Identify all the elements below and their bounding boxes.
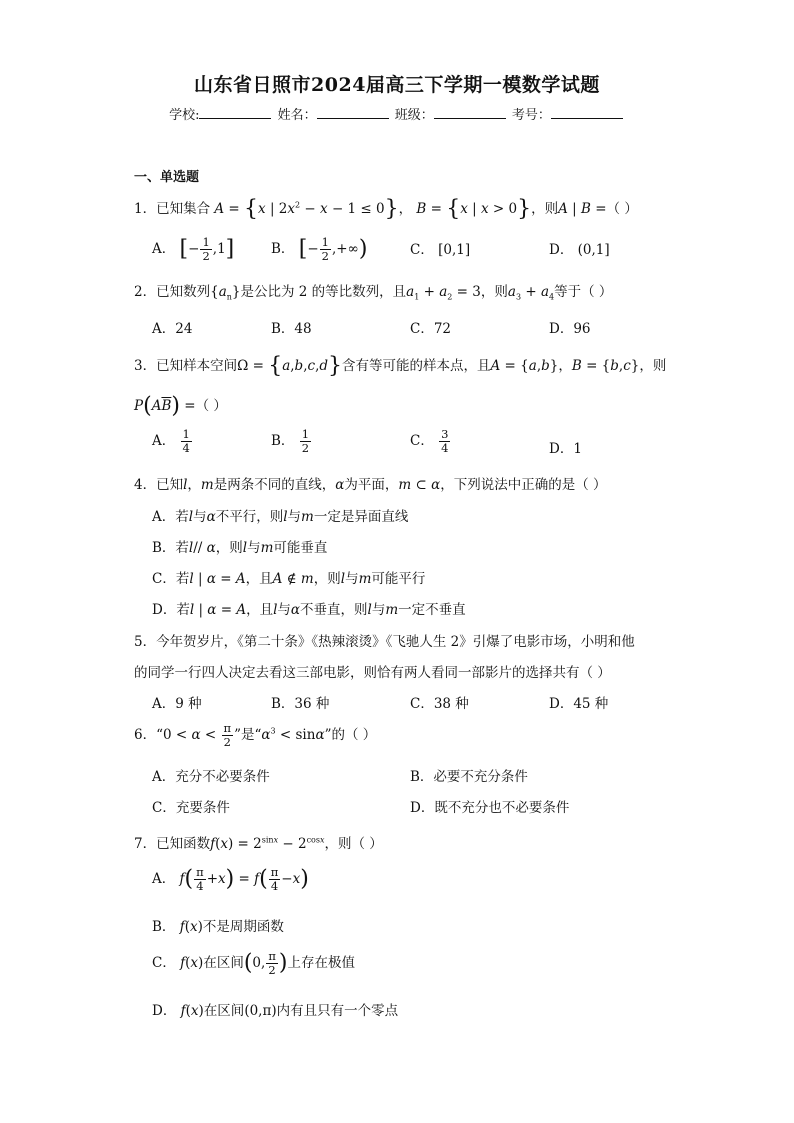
formula: $P(A\overline{B})$ = xyxy=(134,393,196,419)
option-text: ，则 xyxy=(313,571,341,587)
question-text: （ ） xyxy=(606,201,638,217)
formula: $a_1 + a_2 = 3$ xyxy=(406,284,481,302)
option-6a[interactable]: A．充分不必要条件 xyxy=(152,769,270,785)
question-3 xyxy=(134,354,666,378)
question-text: 已知样本空间 xyxy=(156,358,238,374)
question-7 xyxy=(134,832,383,852)
option-1b[interactable]: B． [− $\frac{1}{2}$ ,+∞) xyxy=(271,235,368,264)
option-text: 与 xyxy=(247,540,261,556)
question-number: 6． xyxy=(134,727,157,744)
question-5-cont xyxy=(134,661,611,681)
option-label: B． xyxy=(271,433,295,450)
option-text: 一定不垂直 xyxy=(398,602,466,618)
formula: $f(x) = 2^{sinx} - 2^{cosx}$ xyxy=(210,835,325,852)
question-text: ，则 xyxy=(639,358,667,374)
option-label: A． xyxy=(152,433,176,450)
school-label: 学校: xyxy=(169,108,200,123)
option-text: 在区间 xyxy=(203,1003,245,1019)
class-label: 班级： xyxy=(394,108,434,123)
option-1a[interactable]: A． [− $\frac{1}{2}$ ,1] xyxy=(152,235,235,264)
option-7a[interactable]: A． f( $\frac{\pi}{4}$ +x) = f( $\frac{\pi}{4}$ −x) xyxy=(152,865,309,894)
option-text: 可能垂直 xyxy=(273,540,328,556)
question-text: 的同学一行四人决定去看这三部电影，则恰有两人看同一部影片的选择共有（ ） xyxy=(134,665,611,681)
formula: A | B = xyxy=(558,201,607,217)
question-5 xyxy=(134,630,635,650)
question-text: ，则 xyxy=(531,201,559,217)
option-5c[interactable]: C．38 种 xyxy=(410,696,469,712)
option-6c[interactable]: C．充要条件 xyxy=(152,800,230,816)
option-3c[interactable]: C． $\frac{3}{4}$ xyxy=(410,427,449,456)
option-5b[interactable]: B．36 种 xyxy=(271,696,330,712)
question-text: 今年贺岁片，《第二十条》《热辣滚烫》《飞驰人生 2》引爆了电影市场，小明和他 xyxy=(156,634,635,650)
question-number: 3． xyxy=(134,358,157,374)
formula: $\alpha^3 < \sin\alpha$ xyxy=(261,726,325,744)
school-blank[interactable] xyxy=(199,106,271,119)
option-label: D． xyxy=(549,242,574,258)
student-info-row xyxy=(0,104,794,123)
question-2 xyxy=(134,280,612,302)
formula: B = {x | x > 0} xyxy=(416,196,532,222)
option-7c[interactable]: C． f(x)在区间(0, $\frac{\pi}{2}$ )上存在极值 xyxy=(152,949,355,978)
option-5d[interactable]: D．45 种 xyxy=(549,696,609,712)
formula: Ω = {a,b,c,d} xyxy=(237,353,343,379)
option-3b[interactable]: B． $\frac{1}{2}$ xyxy=(271,427,310,456)
option-label: A． xyxy=(152,871,176,888)
option-text: 上存在极值 xyxy=(287,955,355,972)
option-label: B． xyxy=(152,919,176,935)
formula: 0 < α < $\frac{\pi}{2}$ xyxy=(163,721,232,750)
option-label: C．若 xyxy=(152,571,190,587)
question-number: 7． xyxy=(134,836,157,852)
option-text: ，则 xyxy=(215,540,243,556)
question-text: ， xyxy=(398,201,413,217)
option-6d[interactable]: D．既不充分也不必要条件 xyxy=(410,800,570,816)
option-label: A． xyxy=(152,241,176,258)
option-4d[interactable]: D．若l | α = A，且l与α不垂直，则l与m一定不垂直 xyxy=(152,602,466,618)
formula: A = {x | $2x^2 - x - 1 \le 0$} xyxy=(214,196,399,222)
question-text: “ xyxy=(156,727,163,744)
question-3-cont xyxy=(134,394,227,418)
question-number: 4． xyxy=(134,477,157,493)
option-text: 内有且只有一个零点 xyxy=(276,1003,399,1019)
option-1d[interactable]: D． (0,1] xyxy=(549,242,610,258)
option-3a[interactable]: A． $\frac{1}{4}$ xyxy=(152,427,190,456)
option-1c[interactable]: C． [0,1] xyxy=(410,242,471,258)
question-4: 4．已知l，m是两条不同的直线，α为平面，m ⊂ α，下列说法中正确的是（ ） xyxy=(134,477,607,493)
option-5a[interactable]: A．9 种 xyxy=(152,696,202,712)
option-6b[interactable]: B．必要不充分条件 xyxy=(410,769,528,785)
question-text: 是公比为 2 的等比数列，且 xyxy=(240,284,407,300)
option-text: 一定是异面直线 xyxy=(313,509,409,525)
option-text: ，且 xyxy=(245,571,273,587)
option-7d[interactable]: D． f(x)在区间(0,π)内有且只有一个零点 xyxy=(152,1003,399,1019)
id-blank[interactable] xyxy=(551,106,623,119)
question-6 xyxy=(134,722,376,749)
question-text: 已知数列 xyxy=(156,284,211,300)
option-label: C． xyxy=(410,433,434,450)
question-text: ，下列说法中正确的是（ ） xyxy=(440,477,607,493)
question-text: （ ） xyxy=(195,398,227,414)
name-blank[interactable] xyxy=(317,106,389,119)
option-4a[interactable]: A．若l与α不平行，则l与m一定是异面直线 xyxy=(152,509,409,525)
option-2d[interactable]: D．96 xyxy=(549,321,591,337)
option-4b[interactable]: B．若l// α，则l与m可能垂直 xyxy=(152,540,328,556)
option-label: C． xyxy=(410,242,434,258)
question-text: 已知集合 xyxy=(156,201,211,217)
formula: A = {a,b}，B = {b,c} xyxy=(490,358,640,374)
question-text: 是两条不同的直线， xyxy=(213,477,336,493)
option-text: 与 xyxy=(193,509,207,525)
option-text: 与 xyxy=(277,602,291,618)
option-text: 与 xyxy=(345,571,359,587)
question-1 xyxy=(134,197,638,221)
question-text: 含有等可能的样本点，且 xyxy=(342,358,491,374)
option-2a[interactable]: A．24 xyxy=(152,321,193,337)
question-text: 等于（ ） xyxy=(554,284,613,300)
question-text: ，则（ ） xyxy=(324,836,383,852)
name-label: 姓名： xyxy=(277,108,317,123)
question-text: ”的（ ） xyxy=(324,727,377,744)
option-text: 不垂直，则 xyxy=(300,602,368,618)
option-3d[interactable]: D．1 xyxy=(549,441,582,457)
question-number: 1． xyxy=(134,201,157,217)
option-text: 在区间 xyxy=(203,955,244,972)
formula: $a_3 + a_4$ xyxy=(507,284,555,302)
option-4c[interactable]: C．若l | α = A，且A ∉ m，则l与m可能平行 xyxy=(152,571,426,587)
question-text: 已知函数 xyxy=(156,836,211,852)
option-label: D．若 xyxy=(152,602,190,618)
option-text: 可能平行 xyxy=(371,571,426,587)
id-label: 考号： xyxy=(511,108,551,123)
class-blank[interactable] xyxy=(434,106,506,119)
question-text: ，则 xyxy=(480,284,508,300)
option-text: 不是周期函数 xyxy=(202,919,284,935)
option-label: C． xyxy=(152,955,176,972)
option-label: A．若 xyxy=(152,509,189,525)
option-label: B． xyxy=(271,241,295,258)
option-text: 与 xyxy=(371,602,386,618)
section-heading: 一、单选题 xyxy=(134,170,200,185)
formula: $\{a_n\}$ xyxy=(210,284,241,302)
question-number: 2． xyxy=(134,284,157,300)
option-2c[interactable]: C．72 xyxy=(410,321,452,337)
page-title: 山东省日照市2024届高三下学期一模数学试题 xyxy=(194,74,600,96)
question-text: 已知 xyxy=(156,477,184,493)
option-text: ，且 xyxy=(246,602,274,618)
option-label: B．若 xyxy=(152,540,189,556)
question-text: 为平面， xyxy=(344,477,399,493)
option-2b[interactable]: B．48 xyxy=(271,321,312,337)
option-text: 不平行，则 xyxy=(215,509,284,525)
question-number: 5． xyxy=(134,634,157,650)
option-text: 与 xyxy=(287,509,302,525)
option-label: D． xyxy=(152,1003,177,1019)
question-text: ”是“ xyxy=(234,727,262,744)
option-7b[interactable]: B． f(x)不是周期函数 xyxy=(152,919,284,935)
